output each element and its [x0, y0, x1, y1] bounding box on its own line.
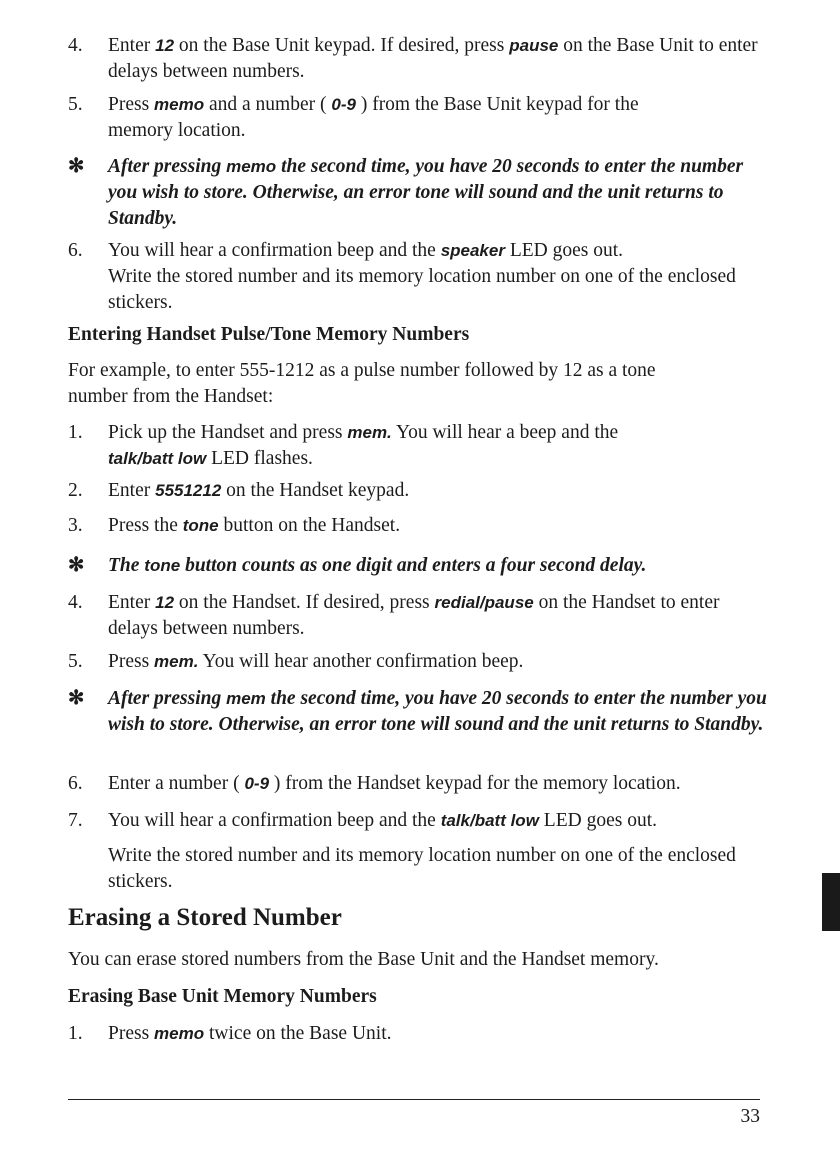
- section-title-erasing: Erasing a Stored Number: [68, 904, 342, 931]
- key-talk-batt-low: talk/batt low: [108, 449, 207, 468]
- handset-step-4: 4. Enter 12 on the Handset. If desired, press redial/pause on the Handset to enter delays between numbers.: [68, 592, 720, 639]
- key-12: 12: [155, 36, 175, 55]
- handset-step-2: 2. Enter 5551212 on the Handset keypad.: [68, 480, 410, 501]
- handset-step-7: 7. You will hear a confirmation beep and the talk/batt low LED goes out. Write the stored number and its memory location number on one of the enclosed stickers.: [68, 810, 736, 892]
- note-memo-timeout: ✻ After pressing memo the second time, you have 20 seconds to enter the number you wish to store. Otherwise, an error tone will sound and the unit returns to Standby.: [68, 156, 744, 229]
- handset-step-6: 6. Enter a number ( 0-9 ) from the Handset keypad for the memory location.: [68, 773, 681, 794]
- example-paragraph: For example, to enter 555-1212 as a pulse number followed by 12 as a tone number from the Handset:: [68, 360, 656, 407]
- base-step-6: 6. You will hear a confirmation beep and the speaker LED goes out. Write the stored number and its memory location number on one of the enclosed stickers.: [68, 240, 736, 313]
- handset-step-1: 1. Pick up the Handset and press mem. You will hear a beep and the talk/batt low LED flashes.: [68, 422, 619, 469]
- base-step-4: 4. Enter 12 on the Base Unit keypad. If desired, press pause on the Base Unit to enter delays between numbers.: [68, 35, 758, 82]
- subheading-handset-entering: Entering Handset Pulse/Tone Memory Numbers: [68, 324, 470, 345]
- base-step-5: 5. Press memo and a number ( 0-9 ) from the Base Unit keypad for the memory location.: [68, 94, 639, 141]
- key-memo: memo: [154, 95, 205, 114]
- handset-step-3: 3. Press the tone button on the Handset.: [68, 515, 401, 536]
- page-number: 33: [740, 1106, 760, 1127]
- handset-step-5: 5. Press mem. You will hear another confirmation beep.: [68, 651, 524, 672]
- asterisk-icon: ✻: [68, 688, 85, 709]
- erase-intro-paragraph: You can erase stored numbers from the Base Unit and the Handset memory.: [68, 949, 659, 970]
- key-mem: mem.: [347, 423, 392, 442]
- note-mem-timeout: ✻ After pressing mem the second time, you have 20 seconds to enter the number you wish to store. Otherwise, an error tone will sound and the unit returns to Standby.: [68, 688, 767, 735]
- key-pause: pause: [509, 36, 559, 55]
- asterisk-icon: ✻: [68, 156, 85, 177]
- key-tone: tone: [182, 516, 219, 535]
- key-redial-pause: redial/pause: [434, 593, 534, 612]
- footer-rule: [68, 1099, 760, 1100]
- note-tone-delay: ✻ The tone button counts as one digit and enters a four second delay.: [68, 553, 768, 579]
- erase-step-1: 1. Press memo twice on the Base Unit.: [68, 1023, 392, 1044]
- asterisk-icon: ✻: [68, 555, 85, 576]
- section-tab-marker: [822, 873, 840, 931]
- key-speaker: speaker: [440, 241, 505, 260]
- key-0-9: 0-9: [331, 95, 356, 114]
- subheading-erase-base: Erasing Base Unit Memory Numbers: [68, 986, 377, 1007]
